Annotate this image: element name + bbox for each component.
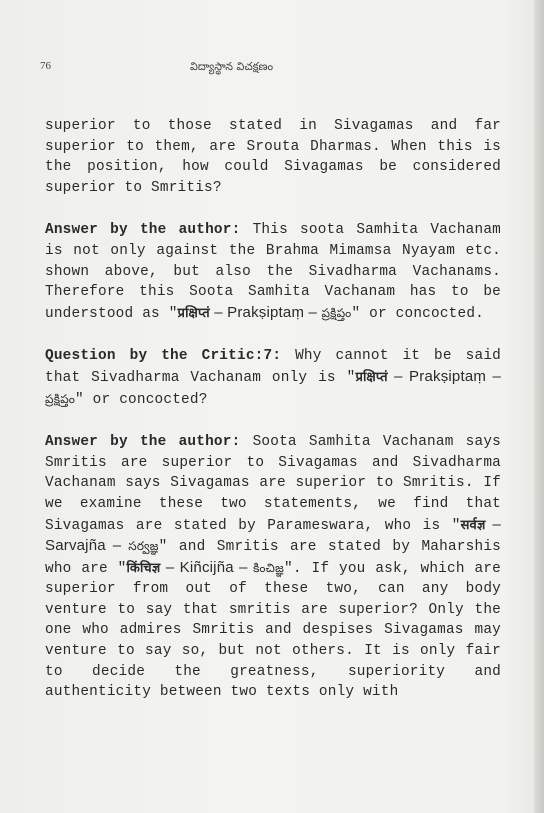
- paragraph-2-answer: [45, 220, 501, 324]
- dash: –: [105, 537, 129, 555]
- telugu-term: ప్రక్షిప్తం: [321, 305, 352, 320]
- dash: –: [387, 367, 410, 385]
- telugu-term: సర్వజ్ఞ: [128, 539, 159, 554]
- transliterated-term: Kiñcijña: [179, 558, 234, 576]
- transliterated-term: Prakṣiptaṃ: [227, 303, 305, 321]
- paragraph-tail: " or concocted?: [75, 391, 208, 408]
- paragraph-3-question: [45, 346, 501, 410]
- paragraph-tail: " or concocted.: [351, 305, 485, 322]
- devanagari-term: प्रक्षिप्तं: [177, 305, 210, 321]
- answer-label: Answer by the author:: [45, 434, 241, 451]
- page-body: [45, 116, 501, 703]
- page-edge: [534, 0, 544, 813]
- dash: –: [233, 558, 254, 576]
- devanagari-term: किंचिज्ञ: [126, 560, 161, 576]
- paragraph-4-answer: [45, 432, 501, 703]
- running-header: [0, 60, 544, 78]
- dash: –: [160, 558, 180, 576]
- paragraph-text: Why cannot it be said that Sivadharma Vachanam only is ": [45, 348, 501, 386]
- question-label: Question by the Critic:7:: [45, 348, 282, 365]
- page-number: 76: [40, 60, 51, 72]
- transliterated-term: Sarvajña: [45, 537, 106, 555]
- paragraph-text: Soota Samhita Vachanam says Smritis are superior to Sivagamas and Sivadharma Vachanam says Sivagamas are superior to Smritis. If we examine these two statements, we find that Sivagamas are stated by Parameswara, who is ": [45, 434, 502, 534]
- dash: –: [485, 515, 501, 533]
- devanagari-term: प्रक्षिप्तं: [355, 369, 388, 385]
- paragraph-text: This soota Samhita Vachanam is not only against the Brahma Mimamsa Nyayam etc. shown above, but also the Sivadharma Vachanams. Therefore this Soota Samhita Vachanam has to be understood as ": [45, 222, 502, 322]
- telugu-term: కించిజ్ఞ: [253, 560, 284, 575]
- paragraph-text: superior to those stated in Sivagamas and far superior to them, are Srouta Dharmas. When this is the position, how could Sivagamas be considered superior to Smritis?: [45, 118, 501, 196]
- paragraph-text: ". If you ask, which are superior from out of these two, can any body venture to say that smritis are superior? Only the one who admires Smritis and despises Sivagamas may venture to say so, but not others. It is only fair to decide the greatness, superiority and authenticity between two texts only with: [45, 560, 502, 701]
- dash: –: [304, 303, 322, 321]
- dash: –: [209, 303, 228, 321]
- book-title: విద్యాస్థాన విచక్షణం: [190, 60, 274, 73]
- paragraph-1: [45, 116, 501, 198]
- telugu-term: ప్రక్షిప్తం: [45, 391, 76, 406]
- dash: –: [486, 367, 501, 385]
- transliterated-term: Prakṣiptaṃ: [409, 367, 487, 385]
- paragraph-text: " and Smritis are stated by Maharshis who are ": [45, 539, 501, 577]
- answer-label: Answer by the author:: [45, 222, 241, 239]
- devanagari-term: सर्वज्ञ: [460, 517, 486, 533]
